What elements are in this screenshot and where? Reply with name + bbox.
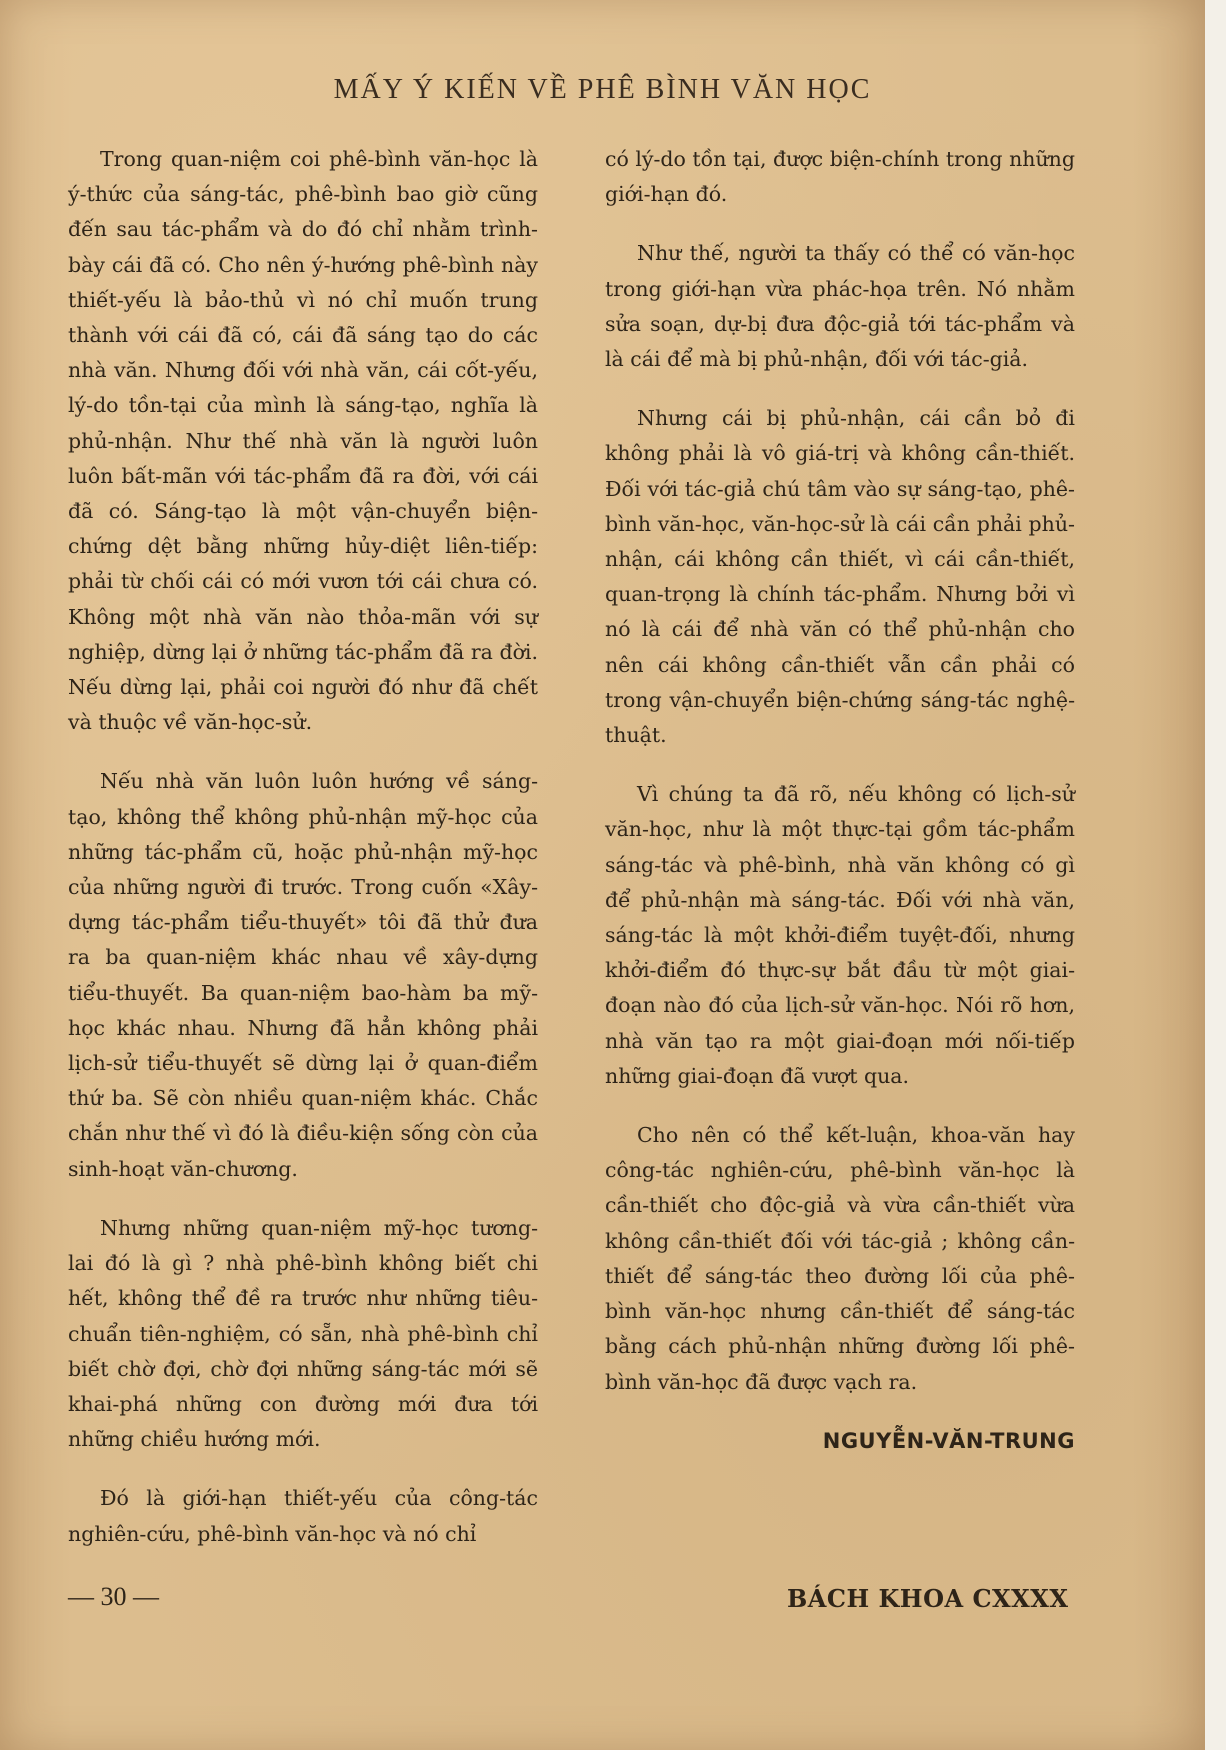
left-column <box>68 142 538 1576</box>
paragraph: Cho nên có thể kết-luận, khoa-văn hay công-tác nghiên-cứu, phê-bình văn-học là cần-thiết cho độc-giả và vừa cần-thiết vừa không cần-thiết đối với tác-giả ; không cần-thiết để sáng-tác theo đường lối của phê-bình văn-học nhưng cần-thiết để sáng-tác bằng cách phủ-nhận những đường lối phê-bình văn-học đã được vạch ra. <box>605 1123 1075 1394</box>
right-column <box>605 142 1075 1459</box>
paragraph: Vì chúng ta đã rõ, nếu không có lịch-sử văn-học, như là một thực-tại gồm tác-phẩm sáng-tác và phê-bình, nhà văn không có gì để phủ-nhận mà sáng-tác. Đối với nhà văn, sáng-tác là một khởi-điểm tuyệt-đối, nhưng khởi-điểm đó thực-sự bắt đầu từ một giai-đoạn nào đó của lịch-sử văn-học. Nói rõ hơn, nhà văn tạo ra một giai-đoạn mới nối-tiếp những giai-đoạn đã vượt qua. <box>605 782 1075 1088</box>
paragraph: Đó là giới-hạn thiết-yếu của công-tác nghiên-cứu, phê-bình văn-học và nó chỉ <box>68 1486 538 1546</box>
paragraph-continuation: có lý-do tồn tại, được biện-chính trong những giới-hạn đó. <box>605 147 1075 207</box>
paragraph: Như thế, người ta thấy có thể có văn-học trong giới-hạn vừa phác-họa trên. Nó nhằm sửa soạn, dự-bị đưa độc-giả tới tác-phẩm và là cái để mà bị phủ-nhận, đối với tác-giả. <box>605 241 1075 372</box>
page-number: — 30 — <box>68 1582 159 1611</box>
running-header: MẤY Ý KIẾN VỀ PHÊ BÌNH VĂN HỌC <box>333 74 872 105</box>
paragraph: Nếu nhà văn luôn luôn hướng về sáng-tạo, không thể không phủ-nhận mỹ-học của những tác-phẩm cũ, hoặc phủ-nhận mỹ-học của những người đi trước. Trong cuốn «Xây-dựng tác-phẩm tiểu-thuyết» tôi đã thử đưa ra ba quan-niệm khác nhau về xây-dựng tiểu-thuyết. Ba quan-niệm bao-hàm ba mỹ-học khác nhau. Nhưng đã hẳn không phải lịch-sử tiểu-thuyết sẽ dừng lại ở quan-điểm thứ ba. Sẽ còn nhiều quan-niệm khác. Chắc chắn như thế vì đó là điều-kiện sống còn của sinh-hoạt văn-chương. <box>68 769 538 1181</box>
author-signature: NGUYỄN-VĂN-TRUNG <box>822 1428 1075 1453</box>
paragraph: Nhưng cái bị phủ-nhận, cái cần bỏ đi không phải là vô giá-trị và không cần-thiết. Đối với tác-giả chú tâm vào sự sáng-tạo, phê-bình văn-học, văn-học-sử là cái cần phải phủ-nhận, cái không cần thiết, vì cái cần-thiết, quan-trọng là chính tác-phẩm. Nhưng bởi vì nó là cái để nhà văn có thể phủ-nhận cho nên cái không cần-thiết vẫn cần phải có trong vận-chuyển biện-chứng sáng-tác nghệ-thuật. <box>605 406 1075 748</box>
paragraph: Trong quan-niệm coi phê-bình văn-học là ý-thức của sáng-tác, phê-bình bao giờ cũng đến sau tác-phẩm và do đó chỉ nhằm trình-bày cái đã có. Cho nên ý-hướng phê-bình này thiết-yếu là bảo-thủ vì nó chỉ muốn trung thành với cái đã có, cái đã sáng tạo do các nhà văn. Nhưng đối với nhà văn, cái cốt-yếu, lý-do tồn-tại của mình là sáng-tạo, nghĩa là phủ-nhận. Như thế nhà văn là người luôn luôn bất-mãn với tác-phẩm đã ra đời, với cái đã có. Sáng-tạo là một vận-chuyển biện-chứng dệt bằng những hủy-diệt liên-tiếp: phải từ chối cái có mới vươn tới cái chưa có. Không một nhà văn nào thỏa-mãn với sự nghiệp, dừng lại ở những tác-phẩm đã ra đời. Nếu dừng lại, phải coi người đó như đã chết và thuộc về văn-học-sử. <box>68 147 538 735</box>
paragraph: Nhưng những quan-niệm mỹ-học tương-lai đó là gì ? nhà phê-bình không biết chi hết, không thể đề ra trước như những tiêu-chuẩn tiên-nghiệm, có sẵn, nhà phê-bình chỉ biết chờ đợi, chờ đợi những sáng-tác mới sẽ khai-phá những con đường mới đưa tới những chiều hướng mới. <box>68 1215 538 1452</box>
magazine-issue: BÁCH KHOA CXXXX <box>787 1584 1069 1613</box>
